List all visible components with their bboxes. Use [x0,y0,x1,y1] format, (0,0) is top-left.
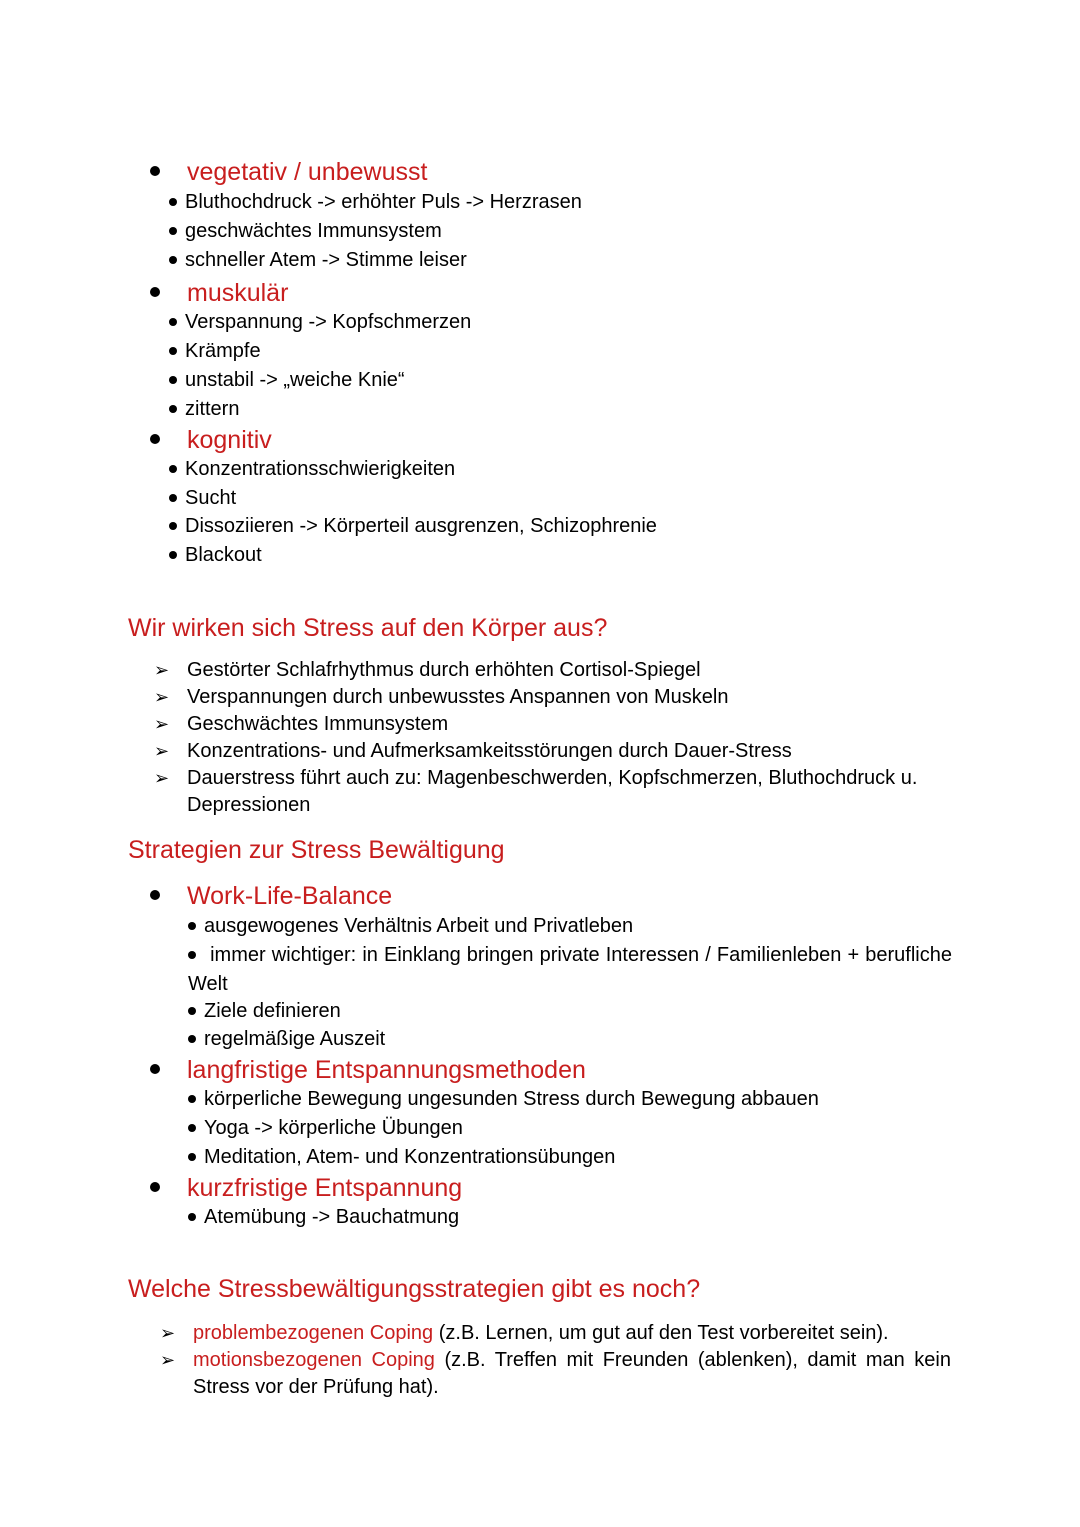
list-item: Yoga -> körperliche Übungen [188,1114,463,1143]
category-langfristig: langfristige Entspannungsmethoden [150,1055,586,1085]
arrow-bullet-icon: ➢ [154,768,170,788]
list-item: unstabil -> „weiche Knie“ [169,366,405,395]
list-item: ➢ motionsbezogenen Coping (z.B. Treffen mit Freunden (ablenken), damit man kein Stress vor der Prüfung hat). [160,1347,951,1401]
bullet-icon [188,951,196,959]
category-work-life-balance: Work-Life-Balance [150,881,392,911]
bullet-icon [169,318,177,326]
bullet-icon [188,1035,196,1043]
bullet-icon [169,551,177,559]
category-kurzfristig: kurzfristige Entspannung [150,1173,462,1203]
list-item: Konzentrationsschwierigkeiten [169,455,455,484]
bullet-icon [188,1124,196,1132]
list-item: ➢ Dauerstress führt auch zu: Magenbeschwerden, Kopfschmerzen, Bluthochdruck u. Depressionen [154,765,951,819]
arrow-bullet-icon: ➢ [154,687,170,707]
bullet-icon [169,494,177,502]
bullet-icon [150,1182,160,1192]
list-item: Meditation, Atem- und Konzentrationsübungen [188,1143,615,1172]
bullet-icon [169,227,177,235]
list-item: geschwächtes Immunsystem [169,217,442,246]
bullet-icon [150,890,160,900]
list-item: Krämpfe [169,337,261,366]
list-item: schneller Atem -> Stimme leiser [169,246,467,275]
arrow-bullet-icon: ➢ [154,660,170,680]
bullet-icon [169,256,177,264]
list-item: ➢ problembezogenen Coping (z.B. Lernen, um gut auf den Test vorbereitet sein). [160,1320,951,1347]
arrow-bullet-icon: ➢ [154,714,170,734]
list-item: Ziele definieren [188,997,341,1026]
bullet-icon [188,1153,196,1161]
bullet-icon [150,1064,160,1074]
arrow-bullet-icon: ➢ [160,1350,176,1370]
category-muskulaer: muskulär [150,278,288,308]
list-item: ➢ Verspannungen durch unbewusstes Anspannen von Muskeln [154,684,729,711]
list-item: regelmäßige Auszeit [188,1025,385,1054]
list-item: Dissoziieren -> Körperteil ausgrenzen, Schizophrenie [169,512,657,541]
section-heading: Welche Stressbewältigungsstrategien gibt es noch? [128,1275,701,1303]
section-heading: Wir wirken sich Stress auf den Körper aus? [128,614,608,642]
list-item: ➢ Konzentrations- und Aufmerksamkeitsstörungen durch Dauer-Stress [154,738,792,765]
bullet-icon [169,347,177,355]
list-item: Verspannung -> Kopfschmerzen [169,308,471,337]
list-item: Sucht [169,484,236,513]
bullet-icon [188,922,196,930]
list-item: Bluthochdruck -> erhöhter Puls -> Herzrasen [169,188,582,217]
list-item: ➢ Geschwächtes Immunsystem [154,711,448,738]
bullet-icon [188,1095,196,1103]
bullet-icon [150,287,160,297]
bullet-icon [169,376,177,384]
bullet-icon [188,1213,196,1221]
arrow-bullet-icon: ➢ [160,1323,176,1343]
list-item: immer wichtiger: in Einklang bringen private Interessen / Familienleben + berufliche Welt [188,944,952,995]
category-vegetativ: vegetativ / unbewusst [150,157,427,187]
list-item: ausgewogenes Verhältnis Arbeit und Privatleben [188,912,633,941]
bullet-icon [169,522,177,530]
bullet-icon [169,405,177,413]
bullet-icon [169,465,177,473]
bullet-icon [150,434,160,444]
list-item: Atemübung -> Bauchatmung [188,1203,459,1232]
list-item: ➢ Gestörter Schlafrhythmus durch erhöhten Cortisol-Spiegel [154,657,701,684]
list-item: zittern [169,395,239,424]
bullet-icon [150,166,160,176]
list-item: körperliche Bewegung ungesunden Stress durch Bewegung abbauen [188,1085,819,1114]
section-heading: Strategien zur Stress Bewältigung [128,836,505,864]
list-item: Blackout [169,541,262,570]
arrow-bullet-icon: ➢ [154,741,170,761]
bullet-icon [169,198,177,206]
category-kognitiv: kognitiv [150,425,272,455]
bullet-icon [188,1007,196,1015]
